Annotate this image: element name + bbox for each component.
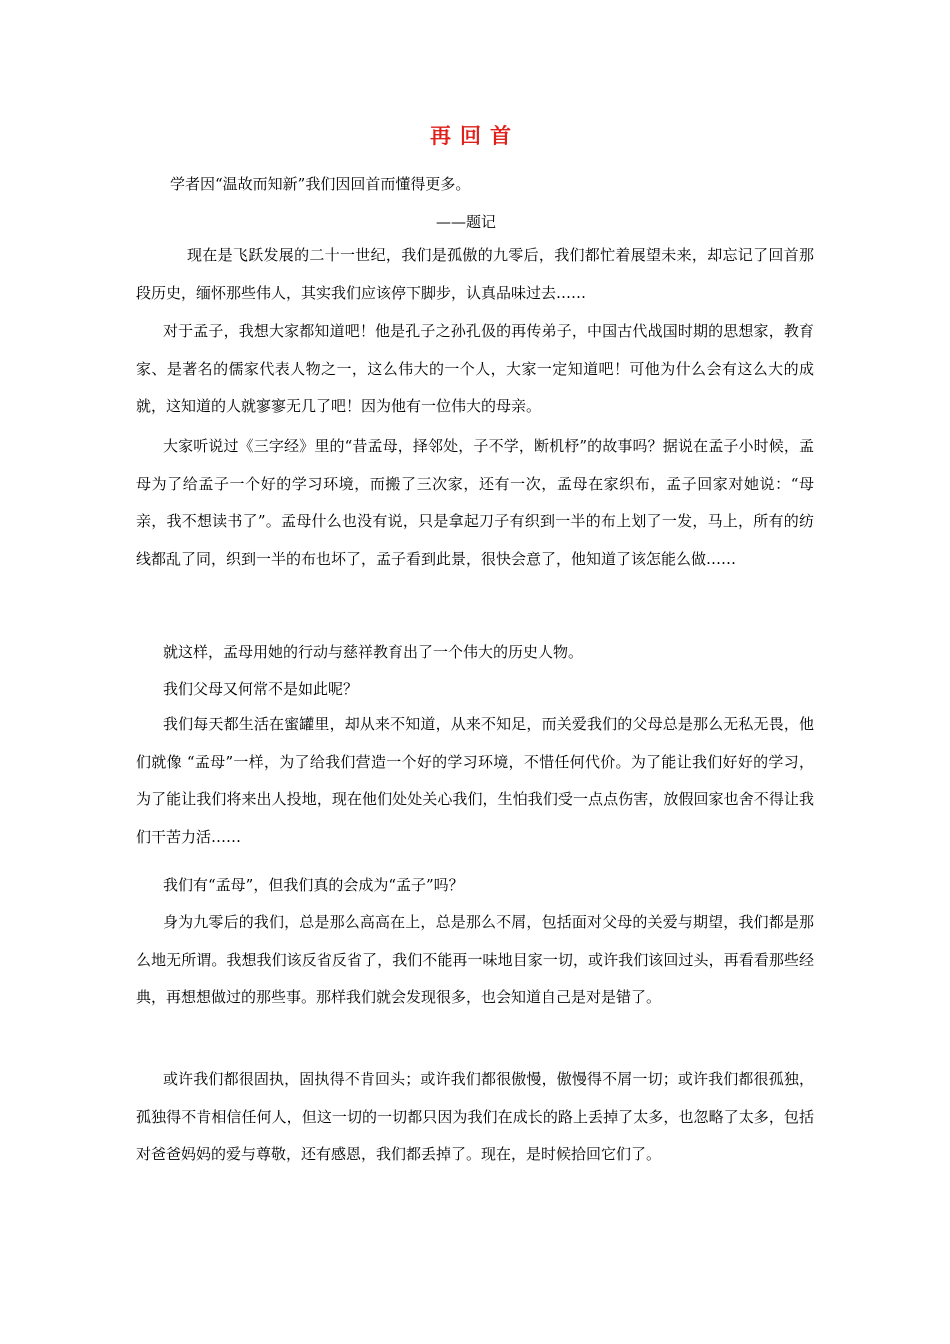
document-title: 再回首 <box>430 123 520 148</box>
epigraph-signature: ——题记 <box>436 213 497 231</box>
paragraph-5: 我们父母又何常不是如此呢？ <box>163 680 359 698</box>
paragraph-7: 我们有“孟母”，但我们真的会成为“孟子”吗？ <box>163 876 464 894</box>
paragraph-3: 大家听说过《三字经》里的“昔孟母，择邻处，子不学，断机杼”的故事吗？据说在孟子小时候，孟母为了给孟子一个好的学习环境，而搬了三次家，还有一次，孟母在家织布，孟子回家对她说：“母亲，我不想读书了”。孟母什么也没有说，只是拿起刀子有织到一半的布上划了一发，马上，所有的纺线都乱了同，织到一半的布也坏了，孟子看到此景，很快会意了，他知道了该怎能么做…… <box>136 437 814 568</box>
paragraph-6: 我们每天都生活在蜜罐里，却从来不知道，从来不知足，而关爱我们的父母总是那么无私无畏，他们就像 “孟母”一样，为了给我们营造一个好的学习环境，不惜任何代价。为了能让我们好好的学习，为了能让我们将来出人投地，现在他们处处关心我们，生怕我们受一点点伤害，放假回家也舍不得让我们干苦力活…… <box>136 715 814 846</box>
paragraph-8: 身为九零后的我们，总是那么高高在上，总是那么不屑，包括面对父母的关爱与期望，我们都是那么地无所谓。我想我们该反省反省了，我们不能再一味地目家一切，或许我们该回过头，再看看那些经典，再想想做过的那些事。那样我们就会发现很多，也会知道自己是对是错了。 <box>136 913 814 1006</box>
paragraph-2: 对于孟子，我想大家都知道吧！他是孔子之孙孔伋的再传弟子，中国古代战国时期的思想家，教育家、是著名的儒家代表人物之一，这么伟大的一个人，大家一定知道吧！可他为什么会有这么大的成就，这知道的人就寥寥无几了吧！因为他有一位伟大的母亲。 <box>136 322 814 415</box>
epigraph: 学者因“温故而知新”我们因回首而懂得更多。 <box>170 175 471 193</box>
paragraph-1: 现在是飞跃发展的二十一世纪，我们是孤傲的九零后，我们都忙着展望未来，却忘记了回首那段历史，缅怀那些伟人，其实我们应该停下脚步，认真品味过去…… <box>136 246 814 302</box>
paragraph-9: 或许我们都很固执，固执得不肯回头；或许我们都很傲慢，傲慢得不屑一切；或许我们都很孤独，孤独得不肯相信任何人，但这一切的一切都只因为我们在成长的路上丢掉了太多，也忽略了太多，包括对爸爸妈妈的爱与尊敬，还有感恩，我们都丢掉了。现在，是时候拾回它们了。 <box>136 1070 814 1163</box>
paragraph-4: 就这样，孟母用她的行动与慈祥教育出了一个伟大的历史人物。 <box>163 643 584 661</box>
